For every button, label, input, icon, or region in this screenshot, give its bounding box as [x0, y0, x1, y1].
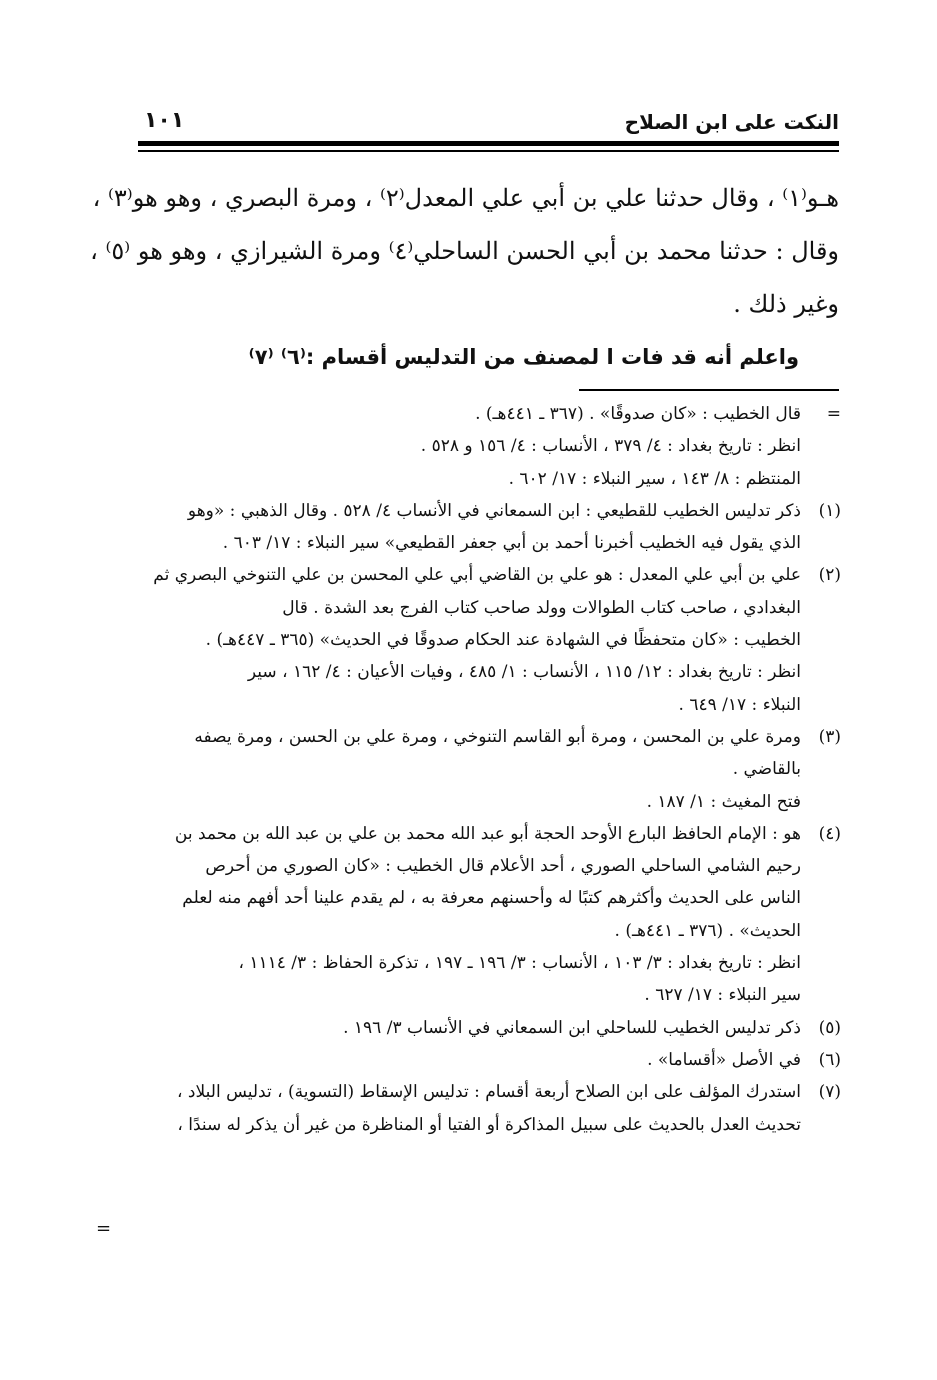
running-title: النكت على ابن الصلاح — [624, 110, 839, 134]
footnote-line: انظر : تاريخ بغداد : ٤/ ٣٧٩ ، الأنساب : ٤/ ١٥٦ و ٥٢٨ . — [420, 436, 801, 457]
header-rule-thin — [138, 150, 839, 152]
footnote-line: الخطيب : «كان متحفظًا في الشهادة عند الحكام صدوقًا في الحديث» (٣٦٥ ـ ٤٤٧هـ) . — [205, 630, 801, 651]
footnote-6 — [130, 1044, 841, 1076]
continuation-mark: = — [826, 404, 841, 424]
body-line: واعلم أنه قد فات ا لمصنف من التدليس أقسام :⁽٦⁾ ⁽٧⁾ — [248, 345, 799, 369]
footnote-line: انظر : تاريخ بغداد : ٣/ ١٠٣ ، الأنساب : ٣/ ١٩٦ ـ ١٩٧ ، تذكرة الحفاظ : ٣/ ١١١٤ ، — [238, 953, 801, 974]
footnote-line: استدرك المؤلف على ابن الصلاح أربعة أقسام : تدليس الإسقاط (التسوية) ، تدليس البلاد ، — [177, 1082, 801, 1103]
footnote-line: الحديث» . (٣٧٦ ـ ٤٤١هـ) . — [614, 920, 801, 941]
header-rule-thick — [138, 141, 839, 146]
footnote-3 — [130, 721, 841, 818]
body-line: وقال : حدثنا محمد بن أبي الحسن الساحلي⁽٤⁾ ومرة الشيرازي ، وهو هو ⁽٥⁾ ، — [90, 237, 839, 265]
footnote-number: (٥) — [818, 1017, 841, 1038]
footnote-line: الناس على الحديث وأكثرهم كتبًا له وأحسنهم معرفة به ، لم يقدم علينا أحد أفهم منه لعلم — [182, 888, 801, 909]
footnote-number: (٦) — [818, 1049, 841, 1070]
footnote-line: النبلاء : ١٧/ ٦٤٩ . — [678, 694, 801, 715]
footnote-line: المنتظم : ٨/ ١٤٣ ، سير النبلاء : ١٧/ ٦٠٢ . — [508, 468, 801, 489]
footnote-line: فتح المغيث : ١/ ١٨٧ . — [646, 791, 801, 812]
footnote-number: (٧) — [818, 1082, 841, 1103]
footnote-continuation — [130, 398, 841, 495]
footnote-line: هو : الإمام الحافظ البارع الأوحد الحجة أبو عبد الله محمد بن علي بن عبد الله بن محمد بن — [174, 823, 801, 844]
footnote-4 — [130, 818, 841, 1012]
footnote-line: البغدادي ، صاحب كتاب الطوالات وولد صاحب كتاب الفرج بعد الشدة . قال — [282, 597, 801, 618]
footnote-number: (٢) — [818, 565, 841, 586]
footnotes — [130, 398, 841, 1141]
footnote-line: تحديث العدل بالحديث على سبيل المذاكرة أو الفتيا أو المناظرة من غير أن يذكر له سندًا ، — [177, 1114, 801, 1135]
footnote-line: قال الخطيب : «كان صدوقًا» . (٣٦٧ ـ ٤٤١هـ) . — [475, 404, 801, 424]
footnote-line: في الأصل «أقساما» . — [647, 1049, 801, 1070]
footnote-line: رحيم الشامي الساحلي الصوري ، أحد الأعلام قال الخطيب : «كان الصوري من أحرص — [205, 856, 801, 877]
footnote-number: (١) — [818, 500, 841, 521]
footnote-line: علي بن أبي علي المعدل : هو علي بن القاضي أبي علي المحسن بن علي التنوخي البصري ثم — [153, 565, 801, 586]
footnote-line: انظر : تاريخ بغداد : ١٢/ ١١٥ ، الأنساب : ١/ ٤٨٥ ، وفيات الأعيان : ٤/ ١٦٢ ، سير — [247, 662, 801, 683]
footnote-line: ذكر تدليس الخطيب للساحلي ابن السمعاني في الأنساب ٣/ ١٩٦ . — [343, 1017, 801, 1038]
footnote-1 — [130, 495, 841, 560]
running-header — [138, 104, 839, 140]
page-number: ١٠١ — [144, 108, 185, 133]
footnote-line: الذي يقول فيه الخطيب أخبرنا أحمد بن أبي جعفر القطيعي» سير النبلاء : ١٧/ ٦٠٣ . — [222, 533, 801, 554]
footnote-line: ذكر تدليس الخطيب للقطيعي : ابن السمعاني في الأنساب ٤/ ٥٢٨ . وقال الذهبي : «وهو — [187, 500, 801, 521]
footnote-7 — [130, 1076, 841, 1141]
footnote-line: سير النبلاء : ١٧/ ٦٢٧ . — [644, 985, 801, 1006]
footnote-separator — [579, 389, 839, 391]
footnote-number: (٣) — [818, 726, 841, 747]
footnote-line: ومرة علي بن المحسن ، ومرة أبو القاسم التنوخي ، ومرة علي بن الحسن ، ومرة يصفه — [194, 726, 801, 747]
footnote-number: (٤) — [818, 823, 841, 844]
continuation-mark-end: = — [96, 1218, 112, 1239]
body-line: وغير ذلك . — [733, 290, 839, 318]
footnote-5 — [130, 1012, 841, 1044]
footnote-2 — [130, 559, 841, 720]
footnote-line: بالقاضي . — [732, 759, 801, 780]
main-text — [90, 172, 839, 384]
body-line: هـو⁽١⁾ ، وقال حدثنا علي بن أبي علي المعدل⁽٢⁾ ، ومرة البصري ، وهو هو⁽٣⁾ ، — [92, 184, 839, 212]
